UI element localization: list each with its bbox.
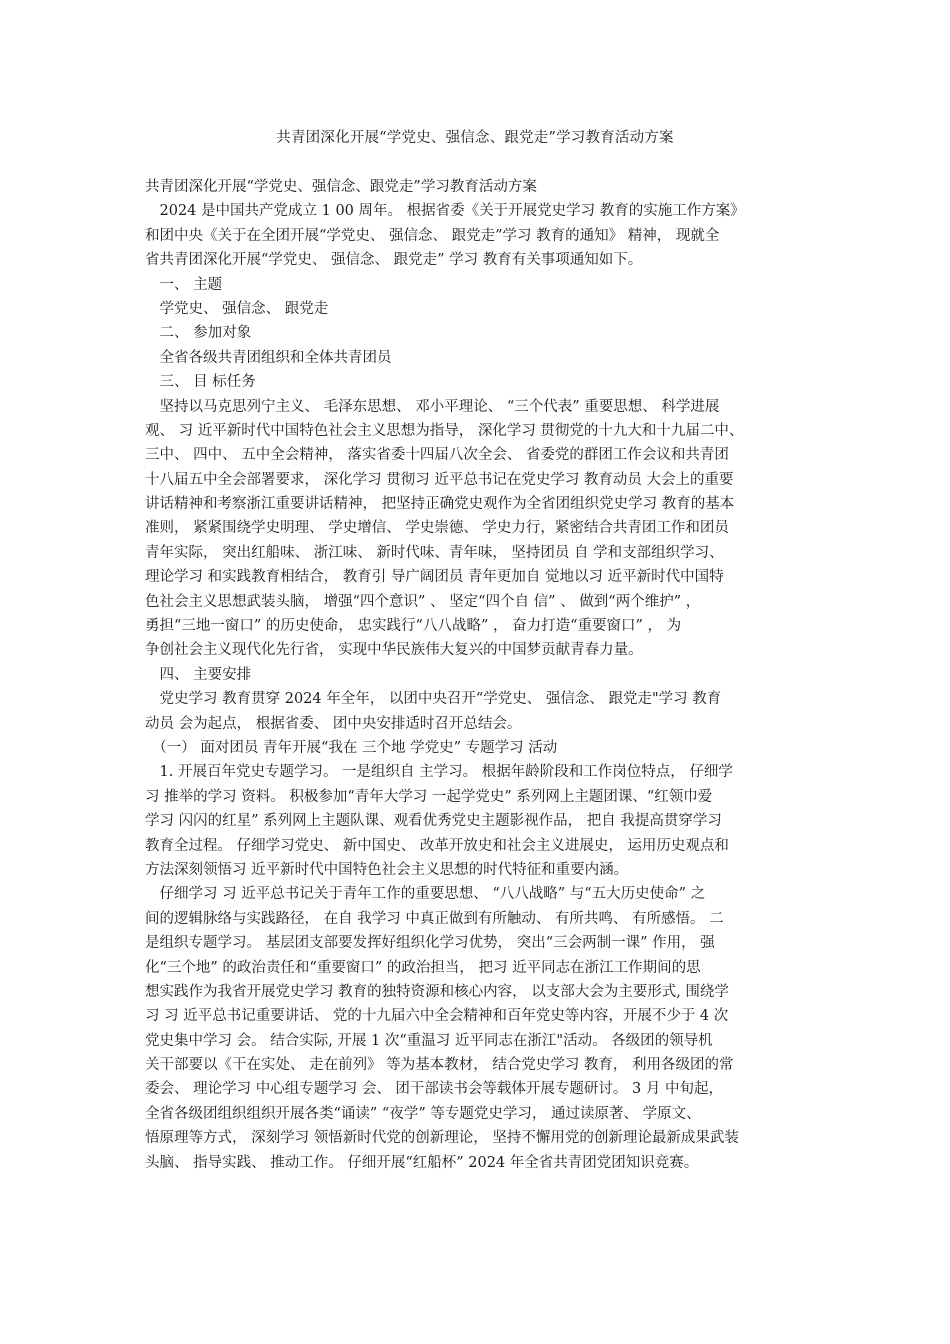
text-line: 2024 是中国共产党成立 1 00 周年。 根据省委《关于开展党史学习 教育的实施工作方案》 bbox=[145, 203, 745, 220]
text-line: 色社会主义思想武装头脑， 增强“四个意识” 、 坚定“四个自 信” 、 做到“两个维护” ， bbox=[145, 593, 701, 610]
text-line: 理论学习 和实践教育相结合， 教育引 导广阔团员 青年更加自 觉地以习 近平新时代中国特 bbox=[145, 569, 724, 586]
text-line: 十八届五中全会部署要求， 深化学习 贯彻习 近平总书记在党史学习 教育动员 大会上的重要 bbox=[145, 471, 734, 488]
text-line: 习 习 近平总书记重要讲话、 党的十九届六中全会精神和百年党史等内容，开展不少于 4 次 bbox=[145, 1008, 729, 1025]
text-line: 准则， 紧紧围绕学史明理、 学史增信、 学史崇德、 学史力行，紧密结合共青团工作和团员 bbox=[145, 520, 729, 537]
text-line: 青年实际， 突出红船味、 浙江味、 新时代味、青年味， 坚持团员 自 学和支部组织学习、 bbox=[145, 544, 724, 561]
text-line: 悟原理等方式， 深刻学习 领悟新时代党的创新理论， 坚持不懈用党的创新理论最新成果武装 bbox=[145, 1130, 739, 1147]
text-line: 1. 开展百年党史专题学习。 一是组织自 主学习。 根据年龄阶段和工作岗位特点， 仔细学 bbox=[145, 764, 733, 781]
text-line: 共青团深化开展“学党史、强信念、跟党走”学习教育活动方案 bbox=[145, 179, 537, 195]
text-line: 党史学习 教育贯穿 2024 年全年， 以团中央召开“学党史、 强信念、 跟党走"学习 教育 bbox=[145, 691, 722, 708]
text-line: 教育全过程。 仔细学习党史、 新中国史、 改革开放史和社会主义进展史， 运用历史观点和 bbox=[145, 837, 729, 854]
text-line: 讲话精神和考察浙江重要讲话精神， 把坚持正确党史观作为全省团组织党史学习 教育的基本 bbox=[145, 496, 735, 513]
text-line: 三中、 四中、 五中全会精神， 落实省委十四届八次全会、 省委党的群团工作会议和共青团 bbox=[145, 447, 729, 464]
text-line: 仔细学习 习 近平总书记关于青年工作的重要思想、 “八八战略” 与“五大历史使命” 之 bbox=[145, 886, 706, 903]
text-line: 坚持以马克思列宁主义、 毛泽东思想、 邓小平理论、 “三个代表” 重要思想、 科学进展 bbox=[145, 398, 720, 415]
document-body bbox=[145, 175, 825, 1175]
text-line: 是组织专题学习。 基层团支部要发挥好组织化学习优势， 突出“三会两制一课” 作用， 强 bbox=[145, 935, 715, 952]
text-line: 党史集中学习 会。 结合实际, 开展 1 次“重温习 近平同志在浙江"活动。 各级团的领导机 bbox=[145, 1032, 713, 1049]
text-line: 和团中央《关于在全团开展“学党史、 强信念、 跟党走”学习 教育的通知》 精神， 现就全 bbox=[145, 227, 720, 244]
text-line: 化“三个地” 的政治责任和“重要窗口” 的政治担当， 把习 近平同志在浙江工作期间的思 bbox=[145, 959, 701, 976]
section-heading: 二、 参加对象 bbox=[145, 325, 252, 342]
section-heading: 三、 目 标任务 bbox=[145, 374, 256, 391]
text-line: 争创社会主义现代化先行省， 实现中华民族伟大复兴的中国梦贡献青春力量。 bbox=[145, 642, 643, 659]
text-line: 想实践作为我省开展党史学习 教育的独特资源和核心内容， 以支部大会为主要形式, 围绕学 bbox=[145, 983, 729, 1000]
text-line: 省共青团深化开展“学党史、 强信念、 跟党走” 学习 教育有关事项通知如下。 bbox=[145, 252, 643, 269]
section-heading: 一、 主题 bbox=[145, 276, 223, 293]
text-line: 关干部要以《干在实处、 走在前列》 等为基本教材， 结合党史学习 教育， 利用各级团的常 bbox=[145, 1057, 734, 1074]
text-line: 学习 闪闪的红星” 系列网上主题队课、观看优秀党史主题影视作品， 把自 我提高贯穿学习 bbox=[145, 813, 722, 830]
text-line: 全省各级团组织组织开展各类“诵读” “夜学” 等专题党史学习， 通过读原著、 学原文、 bbox=[145, 1105, 701, 1122]
text-line: 动员 会为起点， 根据省委、 团中央安排适时召开总结会。 bbox=[145, 715, 522, 732]
text-line: 方法深刻领悟习 近平新时代中国特色社会主义思想的时代特征和重要内涵。 bbox=[145, 861, 629, 878]
section-heading: 四、 主要安排 bbox=[145, 666, 252, 683]
text-line: 间的逻辑脉络与实践路径， 在自 我学习 中真正做到有所触动、 有所共鸣、 有所感悟。 二 bbox=[145, 910, 724, 927]
text-line: 习 推举的学习 资料。 积极参加“青年大学习 一起学党史” 系列网上主题团课、“红领巾爱 bbox=[145, 788, 713, 805]
page-title: 共青团深化开展“学党史、强信念、跟党走”学习教育活动方案 bbox=[276, 130, 674, 146]
text-line: 学党史、 强信念、 跟党走 bbox=[145, 300, 329, 317]
text-line: 委会、 理论学习 中心组专题学习 会、 团干部读书会等载体开展专题研讨。 3 月 中旬起， bbox=[145, 1081, 723, 1098]
text-line: 观、 习 近平新时代中国特色社会主义思想为指导， 深化学习 贯彻党的十九大和十九届二中、 bbox=[145, 422, 744, 439]
text-line: 勇担“三地一窗口” 的历史使命， 忠实践行“八八战略” ， 奋力打造“重要窗口” ， 为 bbox=[145, 618, 682, 635]
subsection-heading: （一） 面对团员 青年开展“我在 三个地 学党史” 专题学习 活动 bbox=[145, 739, 558, 756]
text-line: 全省各级共青团组织和全体共青团员 bbox=[145, 349, 392, 366]
text-line: 头脑、 指导实践、 推动工作。 仔细开展“红船杯” 2024 年全省共青团党团知识竞赛。 bbox=[145, 1154, 699, 1171]
